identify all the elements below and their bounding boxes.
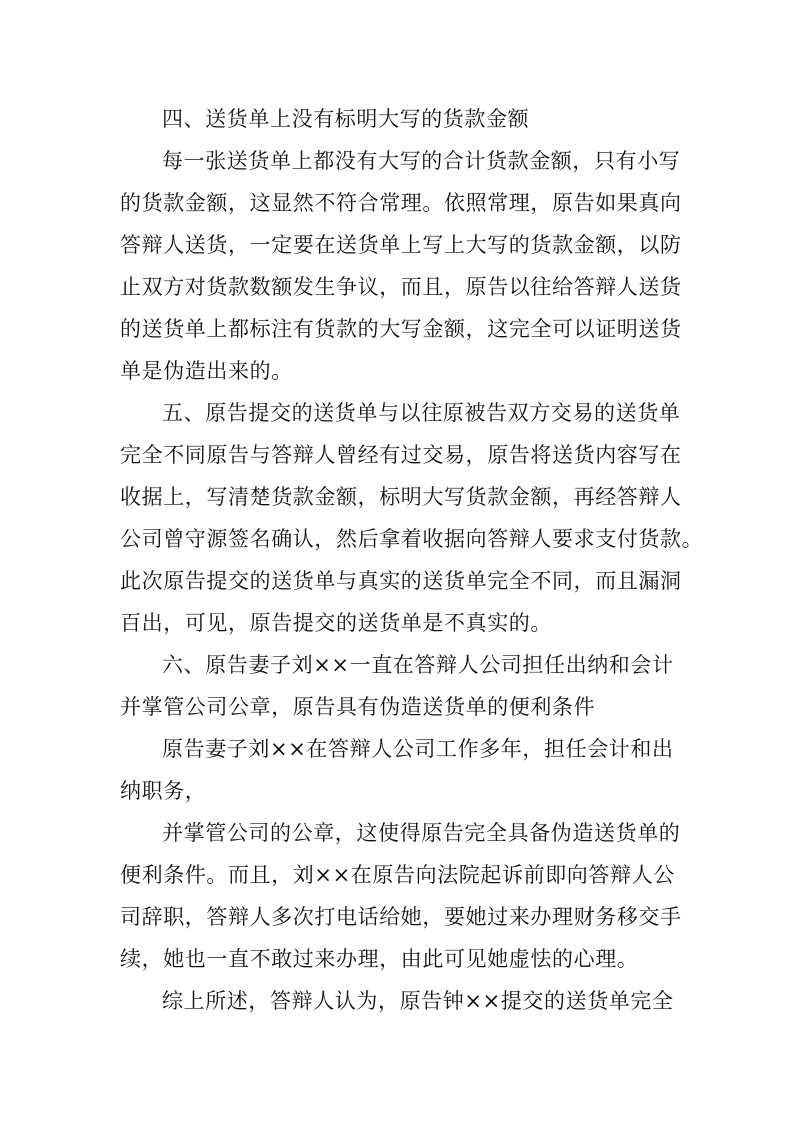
heading-section-4: 四、送货单上没有标明大写的货款金额 xyxy=(162,107,530,131)
paragraph-line: 止双方对货款数额发生争议，而且，原告以往给答辩人送货 xyxy=(120,275,682,299)
paragraph-line: 答辩人送货，一定要在送货单上写上大写的货款金额，以防 xyxy=(120,233,682,257)
paragraph-line: 单是伪造出来的。 xyxy=(120,359,293,383)
paragraph-line: 的送货单上都标注有货款的大写金额，这完全可以证明送货 xyxy=(120,317,682,341)
paragraph-line: 并掌管公司的公章，这使得原告完全具备伪造送货单的 xyxy=(162,821,681,845)
paragraph-line: 续，她也一直不敢过来办理，由此可见她虚怯的心理。 xyxy=(120,947,639,971)
paragraph-line: 原告妻子刘××在答辩人公司工作多年，担任会计和出 xyxy=(162,737,674,761)
heading-section-6: 六、原告妻子刘××一直在答辩人公司担任出纳和会计 xyxy=(162,653,674,677)
paragraph-line: 纳职务， xyxy=(120,779,207,803)
paragraph-line: 收据上，写清楚货款金额，标明大写货款金额，再经答辩人 xyxy=(120,485,682,509)
paragraph-line: 司辞职，答辩人多次打电话给她，要她过来办理财务移交手 xyxy=(120,905,682,929)
paragraph-line: 完全不同原告与答辩人曾经有过交易，原告将送货内容写在 xyxy=(120,443,682,467)
paragraph-line: 并掌管公司公章，原告具有伪造送货单的便利条件 xyxy=(120,695,596,719)
paragraph-line: 综上所述，答辩人认为，原告钟××提交的送货单完全 xyxy=(162,989,674,1013)
paragraph-line: 每一张送货单上都没有大写的合计货款金额，只有小写 xyxy=(162,149,681,173)
paragraph-line: 此次原告提交的送货单与真实的送货单完全不同，而且漏洞 xyxy=(120,569,682,593)
paragraph-line: 便利条件。而且，刘××在原告向法院起诉前即向答辩人公 xyxy=(120,863,675,887)
paragraph-line: 公司曾守源签名确认，然后拿着收据向答辩人要求支付货款。 xyxy=(120,527,704,551)
paragraph-line: 百出，可见，原告提交的送货单是不真实的。 xyxy=(120,611,552,635)
paragraph-line: 的货款金额，这显然不符合常理。依照常理，原告如果真向 xyxy=(120,191,682,215)
heading-section-5: 五、原告提交的送货单与以往原被告双方交易的送货单 xyxy=(162,401,681,425)
